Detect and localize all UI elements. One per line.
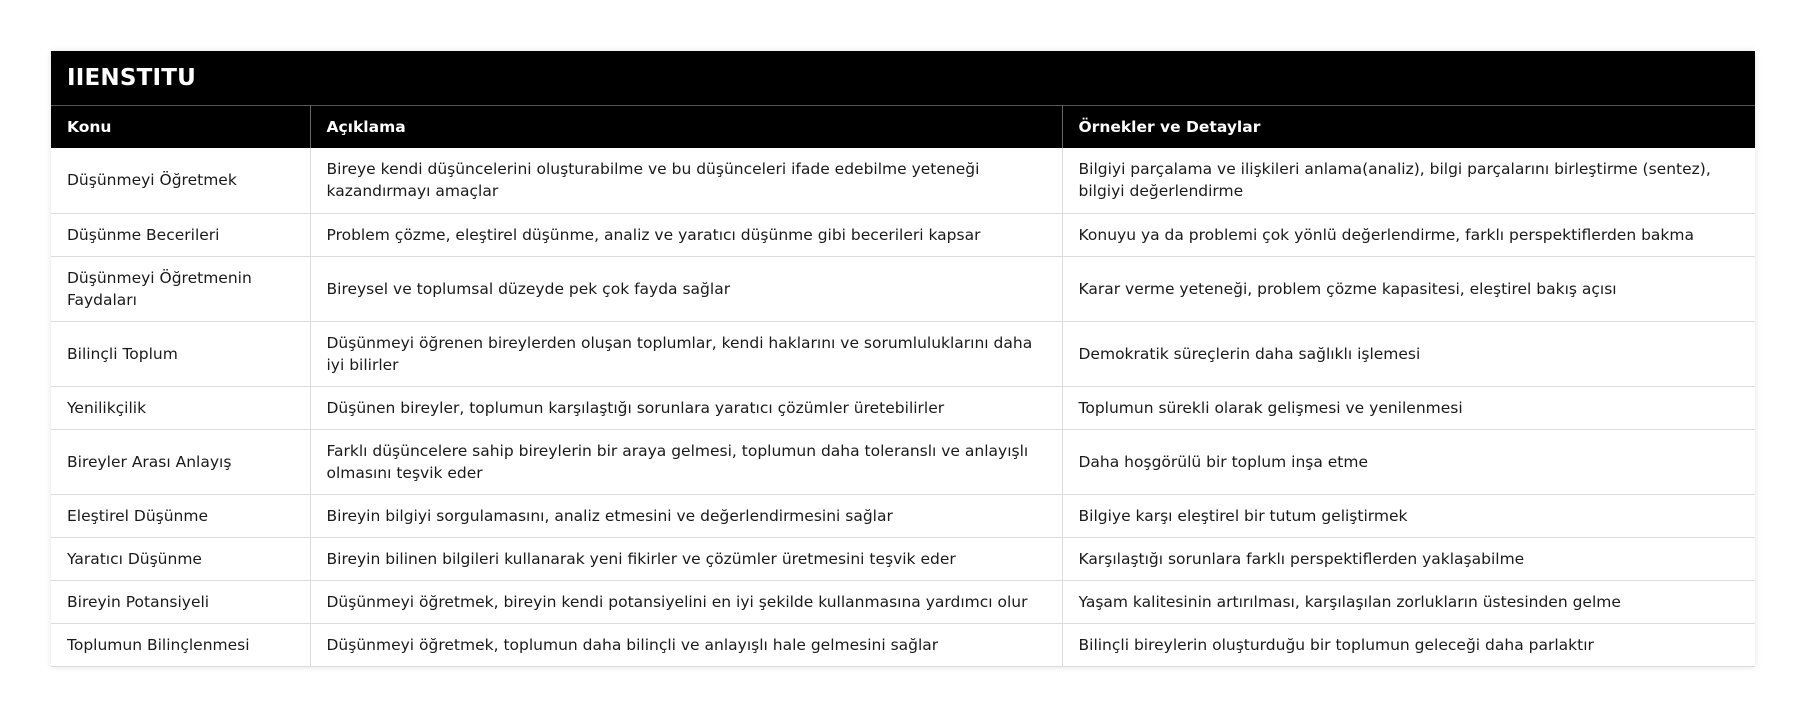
table-row bbox=[51, 148, 1755, 213]
cell-description: Bireysel ve toplumsal düzeyde pek çok fayda sağlar bbox=[310, 256, 1062, 321]
table-row bbox=[51, 580, 1755, 623]
cell-topic: Bilinçli Toplum bbox=[51, 321, 310, 386]
cell-examples: Karar verme yeteneği, problem çözme kapasitesi, eleştirel bakış açısı bbox=[1062, 256, 1755, 321]
brand-title: IIENSTITU bbox=[51, 51, 1755, 106]
table-row bbox=[51, 213, 1755, 256]
table-row bbox=[51, 537, 1755, 580]
data-table bbox=[51, 106, 1755, 667]
cell-description: Farklı düşüncelere sahip bireylerin bir araya gelmesi, toplumun daha toleranslı ve anlayışlı olmasını teşvik eder bbox=[310, 429, 1062, 494]
cell-topic: Bireyler Arası Anlayış bbox=[51, 429, 310, 494]
cell-examples: Bilgiye karşı eleştirel bir tutum geliştirmek bbox=[1062, 494, 1755, 537]
table-row bbox=[51, 494, 1755, 537]
column-header-ornekler: Örnekler ve Detaylar bbox=[1062, 106, 1755, 148]
cell-topic: Bireyin Potansiyeli bbox=[51, 580, 310, 623]
cell-description: Bireyin bilinen bilgileri kullanarak yeni fikirler ve çözümler üretmesini teşvik eder bbox=[310, 537, 1062, 580]
column-header-konu: Konu bbox=[51, 106, 310, 148]
cell-topic: Düşünmeyi Öğretmek bbox=[51, 148, 310, 213]
table-row bbox=[51, 386, 1755, 429]
table-row bbox=[51, 256, 1755, 321]
cell-examples: Bilgiyi parçalama ve ilişkileri anlama(analiz), bilgi parçalarını birleştirme (sentez), bilgiyi değerlendirme bbox=[1062, 148, 1755, 213]
cell-description: Bireyin bilgiyi sorgulamasını, analiz etmesini ve değerlendirmesini sağlar bbox=[310, 494, 1062, 537]
cell-examples: Toplumun sürekli olarak gelişmesi ve yenilenmesi bbox=[1062, 386, 1755, 429]
table-header-row bbox=[51, 106, 1755, 148]
cell-examples: Demokratik süreçlerin daha sağlıklı işlemesi bbox=[1062, 321, 1755, 386]
cell-examples: Karşılaştığı sorunlara farklı perspektiflerden yaklaşabilme bbox=[1062, 537, 1755, 580]
column-header-aciklama: Açıklama bbox=[310, 106, 1062, 148]
table-row bbox=[51, 623, 1755, 666]
cell-description: Düşünmeyi öğretmek, toplumun daha bilinçli ve anlayışlı hale gelmesini sağlar bbox=[310, 623, 1062, 666]
table-row bbox=[51, 429, 1755, 494]
cell-examples: Daha hoşgörülü bir toplum inşa etme bbox=[1062, 429, 1755, 494]
cell-topic: Yaratıcı Düşünme bbox=[51, 537, 310, 580]
cell-topic: Eleştirel Düşünme bbox=[51, 494, 310, 537]
cell-topic: Düşünme Becerileri bbox=[51, 213, 310, 256]
cell-topic: Yenilikçilik bbox=[51, 386, 310, 429]
cell-description: Problem çözme, eleştirel düşünme, analiz ve yaratıcı düşünme gibi becerileri kapsar bbox=[310, 213, 1062, 256]
cell-examples: Yaşam kalitesinin artırılması, karşılaşılan zorlukların üstesinden gelme bbox=[1062, 580, 1755, 623]
cell-description: Bireye kendi düşüncelerini oluşturabilme ve bu düşünceleri ifade edebilme yeteneği kazandırmayı amaçlar bbox=[310, 148, 1062, 213]
cell-examples: Bilinçli bireylerin oluşturduğu bir toplumun geleceği daha parlaktır bbox=[1062, 623, 1755, 666]
table-row bbox=[51, 321, 1755, 386]
cell-description: Düşünmeyi öğrenen bireylerden oluşan toplumlar, kendi haklarını ve sorumluluklarını daha iyi bilirler bbox=[310, 321, 1062, 386]
data-table-card bbox=[51, 51, 1755, 667]
cell-description: Düşünmeyi öğretmek, bireyin kendi potansiyelini en iyi şekilde kullanmasına yardımcı olur bbox=[310, 580, 1062, 623]
cell-topic: Düşünmeyi Öğretmenin Faydaları bbox=[51, 256, 310, 321]
cell-topic: Toplumun Bilinçlenmesi bbox=[51, 623, 310, 666]
cell-examples: Konuyu ya da problemi çok yönlü değerlendirme, farklı perspektiflerden bakma bbox=[1062, 213, 1755, 256]
cell-description: Düşünen bireyler, toplumun karşılaştığı sorunlara yaratıcı çözümler üretebilirler bbox=[310, 386, 1062, 429]
